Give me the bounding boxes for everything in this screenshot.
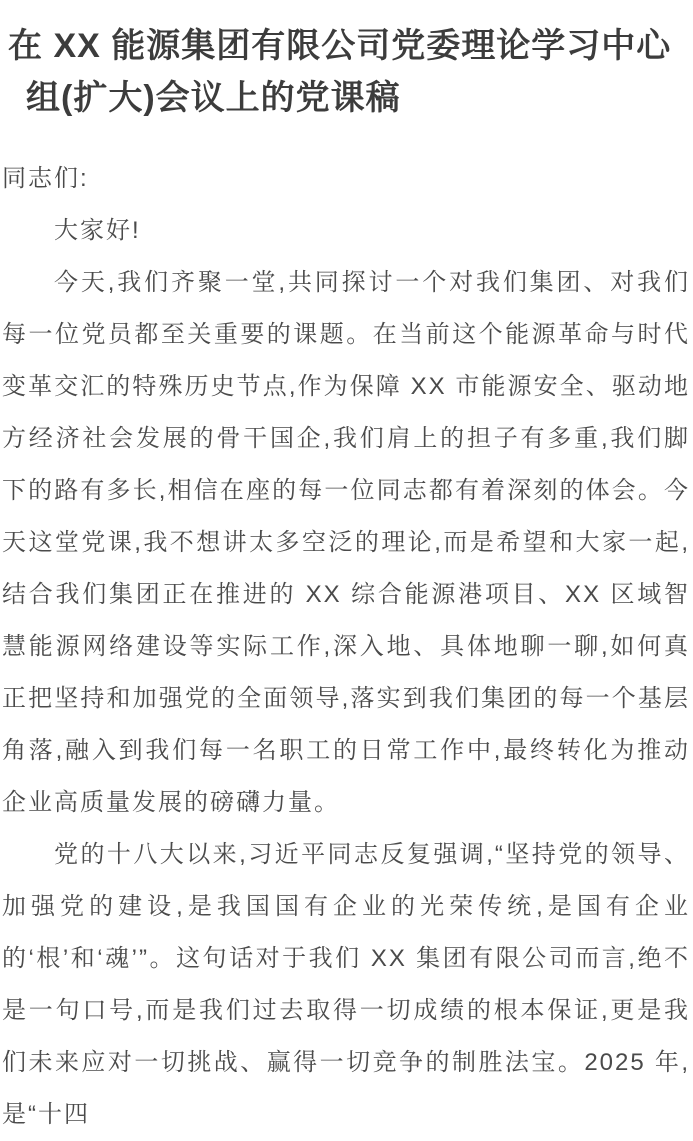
document-title [0, 20, 693, 124]
document-title-line-2: 组(扩大)会议上的党课稿 [26, 79, 401, 117]
document-body [0, 153, 693, 1141]
paragraph-party-leadership: 党的十八大以来,习近平同志反复强调,“坚持党的领导、加强党的建设,是我国国有企业的光荣传统,是国有企业的‘根’和‘魂’”。这句话对于我们 XX 集团有限公司而言,绝不是一句口号,而是我们过去取得一切成绩的根本保证,更是我们未来应对一切挑战、赢得一切竞争的制胜法宝。2025 年,是“十四 [2, 841, 690, 1128]
document-title-line-1: 在 XX 能源集团有限公司党委理论学习中心 [8, 27, 672, 65]
paragraph-greeting: 大家好! [54, 217, 141, 244]
paragraph-salutation: 同志们: [2, 165, 89, 192]
document-page [0, 20, 693, 1128]
paragraph-introduction: 今天,我们齐聚一堂,共同探讨一个对我们集团、对我们每一位党员都至关重要的课题。在当前这个能源革命与时代变革交汇的特殊历史节点,作为保障 XX 市能源安全、驱动地方经济社会发展的骨干国企,我们肩上的担子有多重,我们脚下的路有多长,相信在座的每一位同志都有着深刻的体会。今天这堂党课,我不想讲太多空泛的理论,而是希望和大家一起,结合我们集团正在推进的 XX 综合能源港项目、XX 区域智慧能源网络建设等实际工作,深入地、具体地聊一聊,如何真正把坚持和加强党的全面领导,落实到我们集团的每一个基层角落,融入到我们每一名职工的日常工作中,最终转化为推动企业高质量发展的磅礴力量。 [2, 269, 690, 816]
